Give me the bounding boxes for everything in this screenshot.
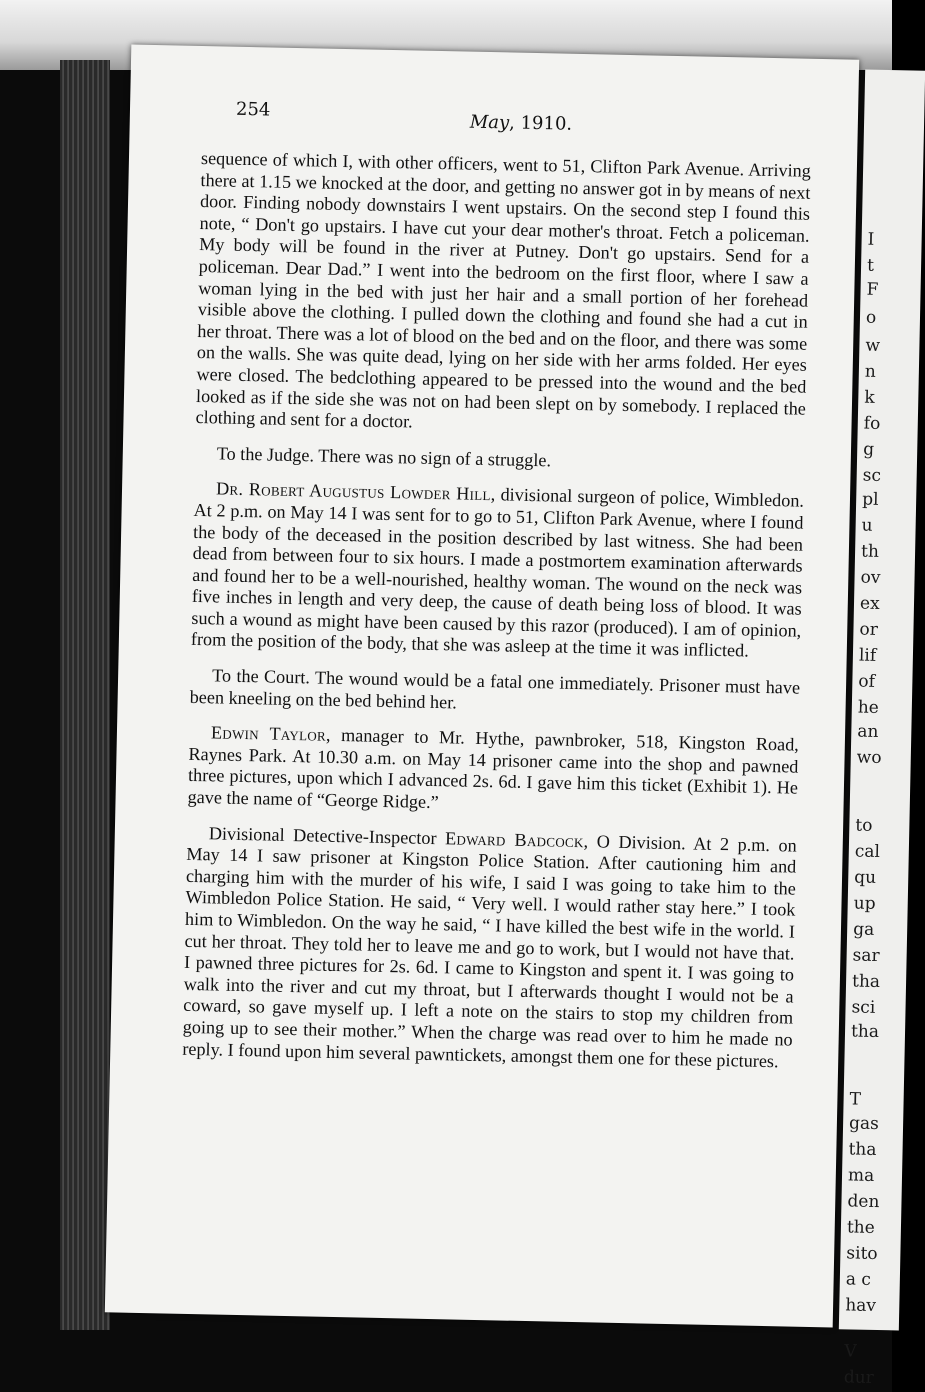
adjacent-page-fragment: g	[863, 439, 875, 460]
page-body	[182, 148, 811, 1087]
adjacent-page-fragment: ov	[860, 567, 881, 588]
paragraph-surgeon-testimony	[191, 478, 804, 663]
adjacent-page-fragment: sar	[852, 945, 880, 967]
adjacent-page-fragment: ga	[852, 919, 875, 940]
adjacent-page-fragment: sci	[851, 997, 876, 1018]
adjacent-page-fragment: sito	[846, 1243, 878, 1265]
adjacent-page-fragment: cal	[854, 841, 881, 862]
adjacent-page-fragment: F	[866, 279, 879, 300]
paragraph-text: , manager to Mr. Hythe, pawnbroker, 518, Kingston Road, Raynes Park. At 10.30 a.m. on May 14 prisoner came into the shop and pawned three pictures, upon which I advanced 2s. 6d. I gave him this ticket (Exhibit 1). He gave the name of “George Ridge.”	[187, 724, 800, 813]
adjacent-page-fragment: dur	[843, 1367, 874, 1388]
witness-name-badcock: Edward Badcock	[444, 827, 584, 851]
running-head-month: May	[469, 111, 510, 134]
adjacent-page-fragment: to	[855, 815, 873, 836]
paragraph-to-the-judge: To the Judge. There was no sign of a struggle.	[216, 443, 552, 471]
running-head	[470, 112, 573, 135]
adjacent-page-fragment: he	[857, 697, 880, 718]
adjacent-page-fragment: tha	[850, 1021, 880, 1043]
adjacent-page-fragment: t	[866, 255, 875, 276]
adjacent-page-fragment: th	[860, 541, 880, 562]
adjacent-page-fragment: ma	[847, 1165, 875, 1186]
adjacent-page-fragment: ex	[859, 593, 880, 614]
adjacent-page-fragment: up	[853, 893, 876, 914]
adjacent-page-fragment: sc	[862, 465, 882, 486]
adjacent-page-fragment: T	[849, 1089, 862, 1110]
running-head-year: , 1910.	[508, 112, 573, 135]
adjacent-page-fragment: qu	[854, 867, 877, 888]
adjacent-page-fragment: I	[867, 229, 875, 250]
adjacent-page-fragment: a c	[845, 1269, 872, 1290]
adjacent-page-fragment: or	[859, 619, 879, 640]
adjacent-page-fragment: fo	[863, 413, 881, 434]
witness-name-taylor: Edwin Taylor	[210, 722, 327, 745]
witness-title: Divisional Detective-Inspector	[208, 822, 446, 848]
paragraph-text: , O Division. At 2 p.m. on May 14 I saw prisoner at Kingston Police Station. After cautioning him and charging him with the murder of his wife, I said I was going to take him to the Wimbledon Police Station. He said, “ Very well. I would rather stay here.” I took him to Wimbledon. On the way he said, “ I have killed the best wife in the world. I cut her throat. They told her to leave me and go to work, but I would not have that. I pawned three pictures for 2s. 6d. I came to Kingston and spent it. I was going to walk into the river and cut my throat, but I afterwards thought I would not be a coward, so gave myself up. I left a note on the stairs to stop my children from going up to see their mother.” When the charge was read over to him he made no reply. I found upon him several pawntickets, amongst them one for these pictures.	[182, 830, 797, 1071]
adjacent-page-fragment: den	[847, 1191, 880, 1213]
adjacent-page-fragment: w	[865, 335, 881, 356]
adjacent-page-fragment: o	[865, 307, 877, 328]
adjacent-page-fragment: hav	[845, 1295, 877, 1317]
adjacent-page-fragment: gas	[848, 1113, 880, 1135]
adjacent-page-fragment: pl	[861, 489, 879, 510]
adjacent-page-fragment: lif	[858, 645, 877, 666]
adjacent-page-fragment: wo	[856, 747, 882, 769]
adjacent-page-fragment: an	[857, 721, 879, 742]
adjacent-page-fragment: k	[864, 387, 875, 408]
adjacent-page-fragment: tha	[851, 971, 881, 993]
paragraph-to-the-court: To the Court. The wound would be a fatal one immediately. Prisoner must have been kneeling on the bed behind her.	[189, 665, 801, 713]
adjacent-page-fragment: tha	[848, 1139, 877, 1160]
adjacent-page-fragment: of	[858, 671, 876, 692]
paragraph-text: , divisional surgeon of police, Wimbledon. At 2 p.m. on May 14 I was sent for to go to 51, Clifton Park Avenue, where I found the body of the deceased in the position described by last witness. She had been dead from between four to six hours. I made a postmortem examination afterwards and found her to be a well-nourished, healthy woman. The wound on the neck was five inches in length and very deep, the cause of death being loss of blood. It was such a wound as might have been caused by this razor (produced). I am of opinion, from the position of the body, that she was asleep at the time it was inflicted.	[190, 484, 805, 662]
book-page-edges	[60, 60, 110, 1330]
paragraph-testimony-continued: sequence of which I, with other officers, went to 51, Clifton Park Avenue. Arriving there at 1.15 we knocked at the door, and getting no answer got in by means of next door. Finding nobody downstairs I went upstairs. On the second step I found this note, “ Don't go upstairs. I have cut your dear mother's throat. Fetch a policeman. My body will be found in the river at Putney. Don't go upstairs. Send for a policeman. Dear Dad.” I went into the bedroom on the first floor, where I saw a woman lying in the bed with just her hair and a small portion of her forehead visible above the clothing. I pulled down the clothing and found she had a cut in her throat. There was a lot of blood on the bed and on the floor, and there was some on the walls. She was quite dead, lying on her side with her arms folded. Her eyes were closed. The bedclothing appeared to be pressed into the wound and the bed looked as if the side she was not on had been slept on by somebody. I replaced the clothing and sent for a doctor.	[195, 148, 812, 432]
paragraph-inspector-testimony	[182, 822, 797, 1072]
adjacent-page-fragment: n	[864, 361, 877, 382]
witness-name-hill: Dr. Robert Augustus Lowder Hill	[215, 478, 492, 505]
adjacent-page-fragment: V	[844, 1341, 857, 1362]
page-number: 254	[235, 98, 271, 121]
adjacent-page-fragment: u	[861, 515, 873, 536]
paragraph-pawnbroker-testimony	[187, 722, 799, 821]
adjacent-page-fragment: the	[846, 1217, 875, 1238]
